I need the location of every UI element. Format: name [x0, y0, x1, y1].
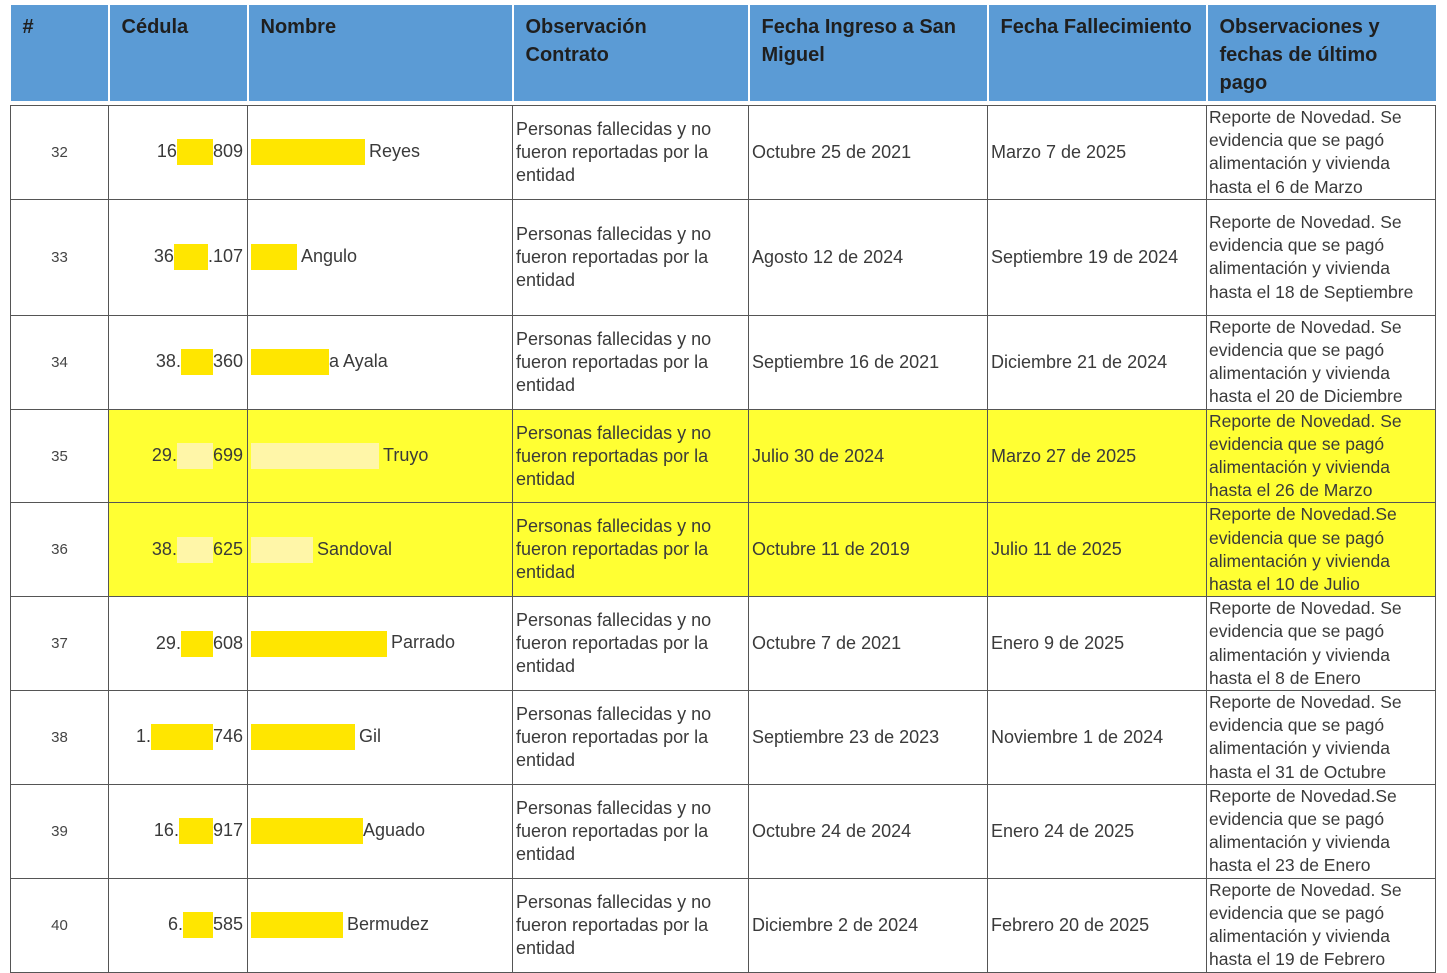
redaction-mark: [177, 537, 213, 563]
table-row-highlighted: [11, 409, 1436, 503]
row-number: 38: [11, 691, 109, 785]
entry-date-cell: Diciembre 2 de 2024: [749, 878, 988, 972]
entry-date-cell: Octubre 24 de 2024: [749, 784, 988, 878]
death-date-cell: Septiembre 19 de 2024: [988, 199, 1207, 315]
row-number: 35: [11, 409, 109, 503]
payment-notes-cell: Reporte de Novedad. Se evidencia que se pagó alimentación y vivienda hasta el 6 de Marzo: [1207, 106, 1436, 200]
entry-date-cell: Octubre 11 de 2019: [749, 503, 988, 597]
header-nombre: Nombre: [248, 5, 513, 101]
header-observaciones-pago: Observaciones y fechas de último pago: [1207, 5, 1436, 101]
row-number: 40: [11, 878, 109, 972]
contract-observation-cell: Personas fallecidas y no fueron reportadas por la entidad: [513, 784, 749, 878]
name-cell: Sandoval: [248, 503, 513, 597]
table-row: [11, 878, 1436, 972]
cedula-cell: 16 809: [109, 106, 248, 200]
payment-notes-cell: Reporte de Novedad. Se evidencia que se pagó alimentación y vivienda hasta el 26 de Marzo: [1207, 409, 1436, 503]
payment-notes-cell: Reporte de Novedad. Se evidencia que se pagó alimentación y vivienda hasta el 31 de Octubre: [1207, 691, 1436, 785]
payment-notes-cell: Reporte de Novedad. Se evidencia que se pagó alimentación y vivienda hasta el 19 de Febrero: [1207, 878, 1436, 972]
death-date-cell: Enero 9 de 2025: [988, 597, 1207, 691]
header-cedula: Cédula: [109, 5, 248, 101]
table-row-highlighted: [11, 503, 1436, 597]
redaction-mark: [251, 912, 343, 938]
row-number: 39: [11, 784, 109, 878]
contract-observation-cell: Personas fallecidas y no fueron reportadas por la entidad: [513, 106, 749, 200]
contract-observation-cell: Personas fallecidas y no fueron reportadas por la entidad: [513, 315, 749, 409]
document-table-wrapper: [10, 5, 1435, 970]
death-date-cell: Febrero 20 de 2025: [988, 878, 1207, 972]
redaction-mark: [174, 244, 208, 270]
table-row: [11, 315, 1436, 409]
cedula-cell: 29. 608: [109, 597, 248, 691]
payment-notes-cell: Reporte de Novedad. Se evidencia que se pagó alimentación y vivienda hasta el 20 de Diciembre: [1207, 315, 1436, 409]
payment-notes-cell: Reporte de Novedad.Se evidencia que se pagó alimentación y vivienda hasta el 23 de Enero: [1207, 784, 1436, 878]
table-row: [11, 597, 1436, 691]
death-date-cell: Noviembre 1 de 2024: [988, 691, 1207, 785]
cedula-cell: 29. 699: [109, 409, 248, 503]
redaction-mark: [177, 443, 213, 469]
deceased-report-table: [10, 5, 1436, 973]
entry-date-cell: Septiembre 16 de 2021: [749, 315, 988, 409]
entry-date-cell: Agosto 12 de 2024: [749, 199, 988, 315]
contract-observation-cell: Personas fallecidas y no fueron reportadas por la entidad: [513, 878, 749, 972]
header-fecha-fallecimiento: Fecha Fallecimiento: [988, 5, 1207, 101]
row-number: 32: [11, 106, 109, 200]
table-row: [11, 691, 1436, 785]
contract-observation-cell: Personas fallecidas y no fueron reportadas por la entidad: [513, 597, 749, 691]
cedula-cell: 38. 625: [109, 503, 248, 597]
death-date-cell: Enero 24 de 2025: [988, 784, 1207, 878]
death-date-cell: Diciembre 21 de 2024: [988, 315, 1207, 409]
redaction-mark: [251, 244, 297, 270]
table-row: [11, 199, 1436, 315]
redaction-mark: [251, 537, 313, 563]
name-cell: Gil: [248, 691, 513, 785]
cedula-cell: 6. 585: [109, 878, 248, 972]
name-cell: Angulo: [248, 199, 513, 315]
name-cell: Reyes: [248, 106, 513, 200]
entry-date-cell: Septiembre 23 de 2023: [749, 691, 988, 785]
redaction-mark: [151, 724, 213, 750]
redaction-mark: [183, 912, 213, 938]
table-row: [11, 106, 1436, 200]
name-cell: Truyo: [248, 409, 513, 503]
cedula-cell: 1. 746: [109, 691, 248, 785]
death-date-cell: Marzo 7 de 2025: [988, 106, 1207, 200]
payment-notes-cell: Reporte de Novedad.Se evidencia que se pagó alimentación y vivienda hasta el 10 de Julio: [1207, 503, 1436, 597]
row-number: 34: [11, 315, 109, 409]
cedula-cell: 16. 917: [109, 784, 248, 878]
payment-notes-cell: Reporte de Novedad. Se evidencia que se pagó alimentación y vivienda hasta el 18 de Septiembre: [1207, 199, 1436, 315]
contract-observation-cell: Personas fallecidas y no fueron reportadas por la entidad: [513, 199, 749, 315]
entry-date-cell: Julio 30 de 2024: [749, 409, 988, 503]
death-date-cell: Julio 11 de 2025: [988, 503, 1207, 597]
payment-notes-cell: Reporte de Novedad. Se evidencia que se pagó alimentación y vivienda hasta el 8 de Enero: [1207, 597, 1436, 691]
entry-date-cell: Octubre 7 de 2021: [749, 597, 988, 691]
redaction-mark: [251, 818, 363, 844]
name-cell: Parrado: [248, 597, 513, 691]
header-fecha-ingreso: Fecha Ingreso a San Miguel: [749, 5, 988, 101]
redaction-mark: [181, 631, 213, 657]
row-number: 36: [11, 503, 109, 597]
redaction-mark: [251, 349, 329, 375]
name-cell: Aguado: [248, 784, 513, 878]
cedula-cell: 36 .107: [109, 199, 248, 315]
redaction-mark: [251, 139, 365, 165]
name-cell: a Ayala: [248, 315, 513, 409]
contract-observation-cell: Personas fallecidas y no fueron reportadas por la entidad: [513, 503, 749, 597]
redaction-mark: [179, 818, 213, 844]
table-row: [11, 784, 1436, 878]
cedula-cell: 38. 360: [109, 315, 248, 409]
header-number: #: [11, 5, 109, 101]
contract-observation-cell: Personas fallecidas y no fueron reportadas por la entidad: [513, 409, 749, 503]
row-number: 33: [11, 199, 109, 315]
header-observacion-contrato: Observación Contrato: [513, 5, 749, 101]
death-date-cell: Marzo 27 de 2025: [988, 409, 1207, 503]
redaction-mark: [251, 724, 355, 750]
redaction-mark: [181, 349, 213, 375]
contract-observation-cell: Personas fallecidas y no fueron reportadas por la entidad: [513, 691, 749, 785]
name-cell: Bermudez: [248, 878, 513, 972]
redaction-mark: [251, 443, 379, 469]
table-header-row: [11, 5, 1436, 101]
entry-date-cell: Octubre 25 de 2021: [749, 106, 988, 200]
redaction-mark: [177, 139, 213, 165]
redaction-mark: [251, 631, 387, 657]
row-number: 37: [11, 597, 109, 691]
